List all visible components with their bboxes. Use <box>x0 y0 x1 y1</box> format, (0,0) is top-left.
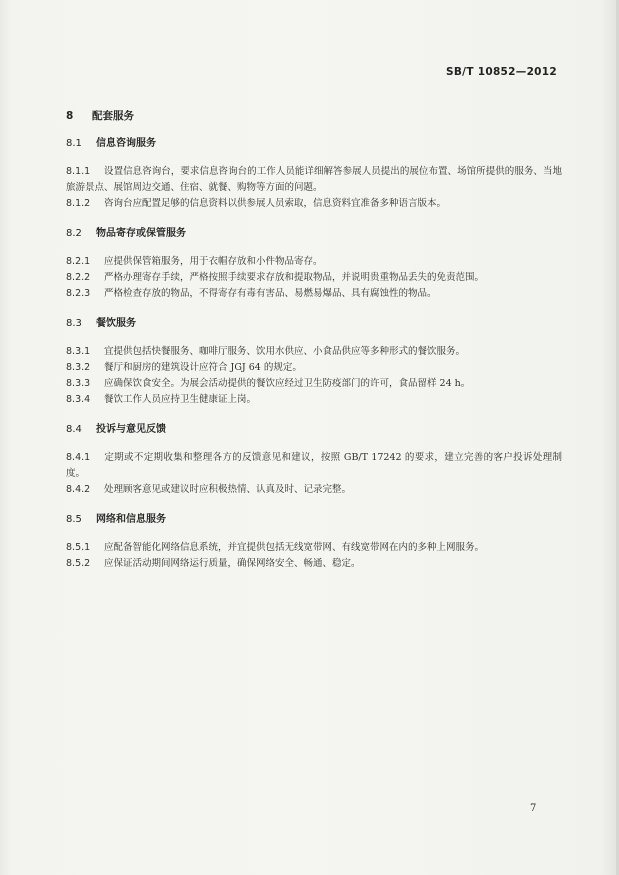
clause-number: 8.4.1 <box>66 452 91 463</box>
document-body <box>66 108 562 572</box>
clause-8-2-3 <box>66 286 562 302</box>
document-code: SB/T 10852—2012 <box>446 66 557 78</box>
clause-text: 咨询台应配置足够的信息资料以供参展人员索取，信息资料宜准备多种语言版本。 <box>104 198 447 209</box>
clause-8-2-1 <box>66 254 562 270</box>
clause-text: 应保证活动期间网络运行质量，确保网络安全、畅通、稳定。 <box>104 558 361 569</box>
section-number: 8 <box>66 110 74 122</box>
clause-8-4-2 <box>66 482 562 498</box>
subsection-heading-8-1 <box>66 136 562 152</box>
clause-8-1-2 <box>66 196 562 212</box>
clause-number: 8.5.1 <box>66 542 91 553</box>
clause-number: 8.5.2 <box>66 558 91 569</box>
clause-number: 8.2.2 <box>66 272 91 283</box>
subsection-number: 8.2 <box>66 228 82 239</box>
subsection-title: 网络和信息服务 <box>96 514 166 525</box>
clause-8-5-2 <box>66 556 562 572</box>
clause-text: 应确保饮食安全。为展会活动提供的餐饮应经过卫生防疫部门的许可，食品留样 24 h。 <box>104 378 471 389</box>
clause-number: 8.2.1 <box>66 256 91 267</box>
clause-text: 餐饮工作人员应持卫生健康证上岗。 <box>104 394 257 405</box>
subsection-number: 8.5 <box>66 514 82 525</box>
clause-text: 应提供保管箱服务，用于衣帽存放和小件物品寄存。 <box>104 256 323 267</box>
clause-text: 定期或不定期收集和整理各方的反馈意见和建议，按照 GB/T 17242 的要求，建立完善的客户投诉处理制度。 <box>66 452 562 479</box>
clause-number: 8.3.4 <box>66 394 91 405</box>
subsection-title: 信息咨询服务 <box>96 138 156 149</box>
clause-number: 8.3.2 <box>66 362 91 373</box>
clause-number: 8.3.3 <box>66 378 91 389</box>
clause-8-1-1 <box>66 164 562 196</box>
clause-text: 严格办理寄存手续，严格按照手续要求存放和提取物品，并说明贵重物品丢失的免责范围。 <box>104 272 485 283</box>
clause-8-3-1 <box>66 344 562 360</box>
clause-8-2-2 <box>66 270 562 286</box>
clause-8-4-1 <box>66 450 562 482</box>
subsection-heading-8-3 <box>66 316 562 332</box>
subsection-number: 8.3 <box>66 318 82 329</box>
clause-text: 处理顾客意见或建议时应积极热情、认真及时、记录完整。 <box>104 484 352 495</box>
clause-text: 宜提供包括快餐服务、咖啡厅服务、饮用水供应、小食品供应等多种形式的餐饮服务。 <box>104 346 466 357</box>
clause-text: 严格检查存放的物品，不得寄存有毒有害品、易燃易爆品、具有腐蚀性的物品。 <box>104 288 437 299</box>
subsection-number: 8.1 <box>66 138 82 149</box>
subsection-number: 8.4 <box>66 424 82 435</box>
clause-text: 餐厅和厨房的建筑设计应符合 JGJ 64 的规定。 <box>104 362 302 373</box>
clause-8-3-4 <box>66 392 562 408</box>
clause-number: 8.3.1 <box>66 346 91 357</box>
page-number: 7 <box>530 803 537 814</box>
subsection-title: 餐饮服务 <box>96 318 136 329</box>
section-title: 配套服务 <box>92 110 134 122</box>
clause-number: 8.4.2 <box>66 484 91 495</box>
clause-number: 8.1.1 <box>66 166 91 177</box>
clause-number: 8.1.2 <box>66 198 91 209</box>
section-heading <box>66 108 562 124</box>
clause-text: 设置信息咨询台，要求信息咨询台的工作人员能详细解答参展人员提出的展位布置、场馆所提供的服务、当地旅游景点、展馆周边交通、住宿、就餐、购物等方面的问题。 <box>66 166 562 193</box>
clause-number: 8.2.3 <box>66 288 91 299</box>
clause-8-3-3 <box>66 376 562 392</box>
clause-8-3-2 <box>66 360 562 376</box>
clause-text: 应配备智能化网络信息系统，并宜提供包括无线宽带网、有线宽带网在内的多种上网服务。 <box>104 542 485 553</box>
subsection-title: 物品寄存或保管服务 <box>96 228 186 239</box>
subsection-heading-8-4 <box>66 422 562 438</box>
subsection-heading-8-5 <box>66 512 562 528</box>
subsection-title: 投诉与意见反馈 <box>96 424 166 435</box>
clause-8-5-1 <box>66 540 562 556</box>
subsection-heading-8-2 <box>66 226 562 242</box>
